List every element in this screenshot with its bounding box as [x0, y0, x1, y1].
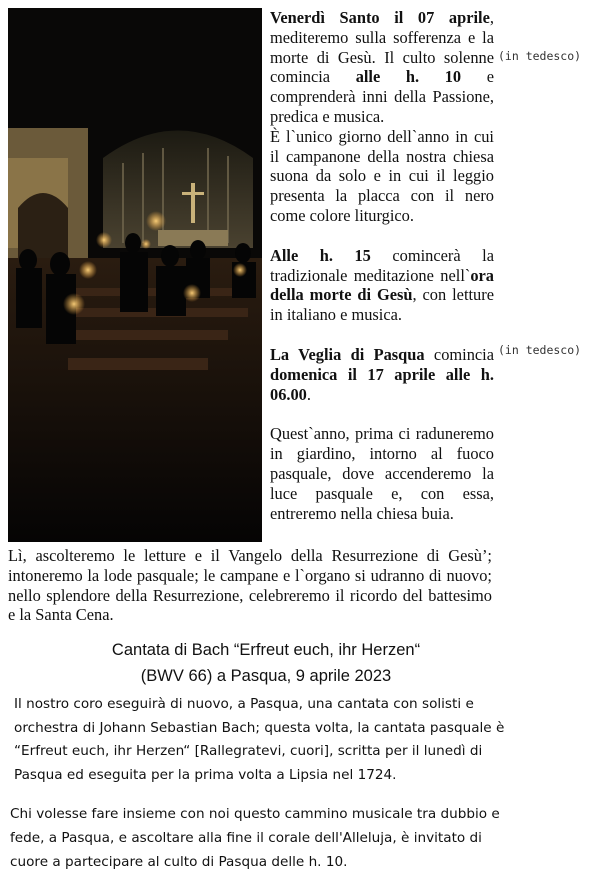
- german-note-1: (in tedesco): [498, 49, 582, 63]
- cantata-heading: [8, 637, 524, 689]
- vigil-date: domenica il 17 aprile alle h. 06.00: [270, 364, 494, 404]
- cantata-body: [10, 693, 506, 874]
- german-note-2: (in tedesco): [498, 343, 582, 357]
- cantata-paragraph-1: Il nostro coro eseguirà di nuovo, a Pasqua, una cantata con solisti e orchestra di Johann Sebastian Bach; questa volta, la cantata pasquale è “Erfreut euch, ihr Herzen“ [Rallegratevi, cuori], scritta per il lunedì di Pasqua ed eseguita per la prima volta a Lipsia nel 1724.: [14, 696, 505, 783]
- meditation-paragraph: Alle h. 15 comincerà la tradizionale meditazione nell`ora della morte di Gesù, con letture in italiano e musica.: [270, 245, 494, 325]
- church-photo-illustration: [8, 8, 262, 542]
- good-friday-date: Venerdì Santo il 07 aprile: [270, 8, 490, 27]
- cantata-title-line-1: Cantata di Bach “Erfreut euch, ihr Herzen“: [111, 641, 421, 659]
- good-friday-time: alle h. 10: [355, 67, 462, 87]
- vigil-paragraph: La Veglia di Pasqua comincia domenica il 17 aprile alle h. 06.00.: [270, 344, 494, 404]
- meditation-time: Alle h. 15: [270, 245, 371, 265]
- cantata-title-line-2: (BWV 66) a Pasqua, 9 aprile 2023: [140, 667, 392, 685]
- meditation-title: ora della morte di Gesù: [270, 265, 494, 305]
- vigil-full-paragraph: Lì, ascolteremo le letture e il Vangelo della Resurrezione di Gesù’; intoneremo la lode pasquale; le campane e l`organo si udranno di nuovo; nello splendore della Resurrezione, celebreremo il ricordo del battesimo e la Santa Cena.: [8, 546, 492, 625]
- cantata-paragraph-2: Chi volesse fare insieme con noi questo cammino musicale tra dubbio e fede, a Pasqua, e ascoltare alla fine il corale dell'Alleluja, è invitato di cuore a partecipare al culto di Pasqua delle h. 10.: [10, 806, 500, 870]
- church-photo: [8, 8, 262, 542]
- right-column: [270, 8, 494, 523]
- good-friday-paragraph: Venerdì Santo il 07 aprile, mediteremo sulla sofferenza e la morte di Gesù. Il culto solenne comincia alle h. 10 e comprenderà inni della Passione, predica e musica.: [270, 8, 494, 126]
- vigil-title: La Veglia di Pasqua: [270, 344, 425, 364]
- vigil-garden-paragraph: Quest`anno, prima ci raduneremo in giardino, intorno al fuoco pasquale, dove accenderemo la luce pasquale e, con essa, entreremo nella chiesa buia.: [270, 424, 494, 523]
- good-friday-bell-paragraph: È l`unico giorno dell`anno in cui il campanone della nostra chiesa suona da solo e in cui il leggio presenta la placca con il nero come colore liturgico.: [270, 126, 494, 225]
